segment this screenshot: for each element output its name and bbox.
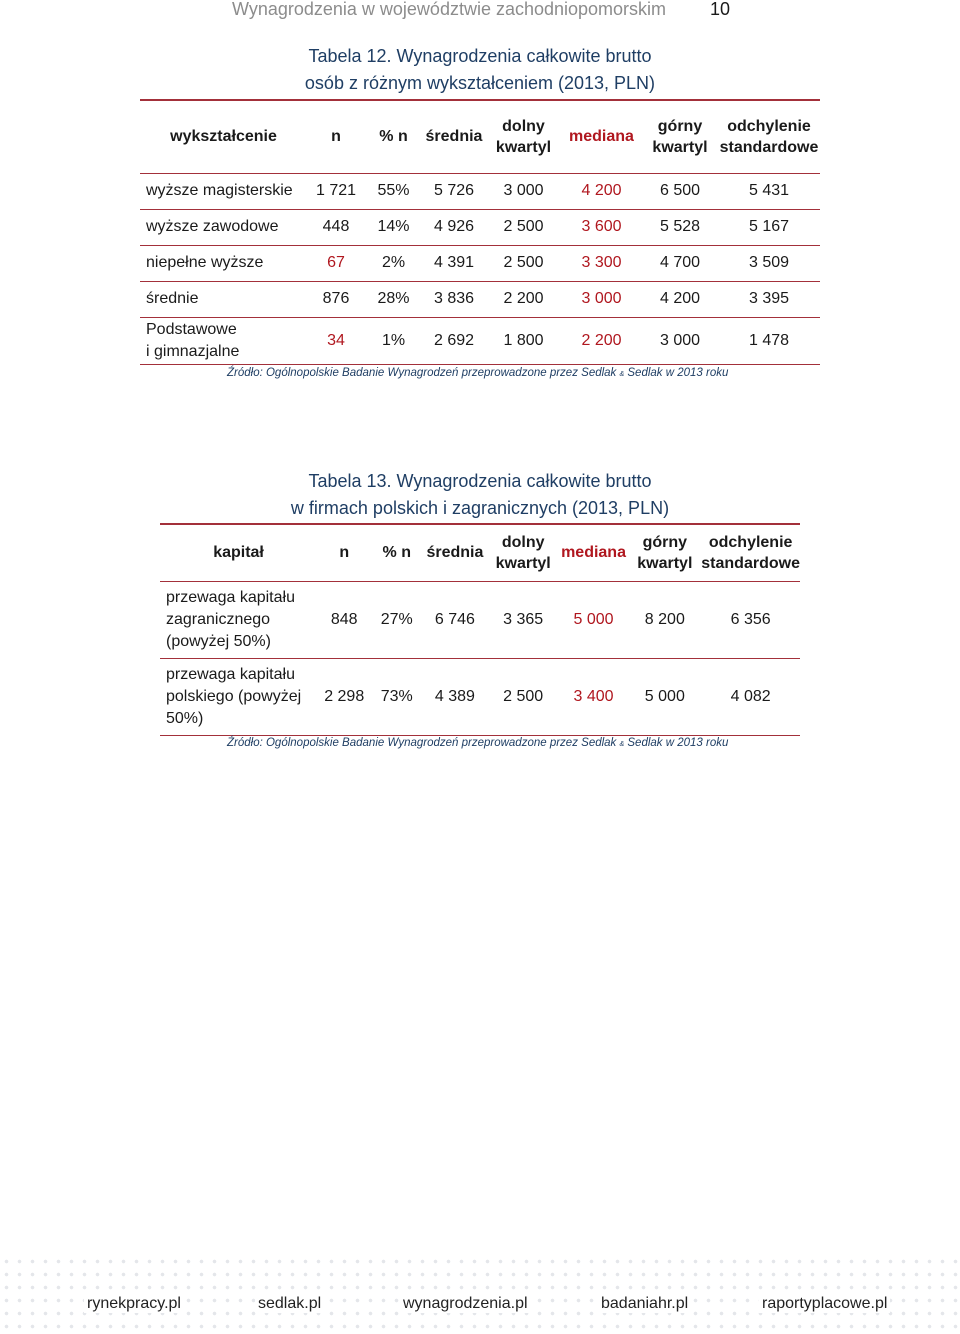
cell-sd: 3 509: [748, 254, 790, 271]
header-srednia: średnia: [426, 544, 484, 562]
cell-mean: 2 692: [433, 331, 475, 349]
cell-n: 848: [330, 610, 358, 628]
cell-median: 3 300: [581, 254, 622, 271]
footer-link-rynekpracy[interactable]: rynekpracy.pl: [84, 1295, 184, 1313]
cell-pct: 27%: [380, 610, 413, 628]
page-header: [0, 0, 960, 24]
cell-n: 1 721: [315, 182, 357, 199]
cell-pct: 55%: [377, 182, 410, 199]
table-row: [140, 245, 820, 281]
cell-sd: 5 431: [748, 182, 790, 199]
cell-q3: 8 200: [644, 610, 685, 628]
cell-mean: 3 836: [433, 290, 475, 307]
header-mediana: mediana: [569, 128, 634, 146]
table13-header-row: [160, 524, 800, 581]
table12-source-note: Źródło: Ogólnopolskie Badanie Wynagrodzeń przeprowadzone przez Sedlak & Sedlak w 2013 roku: [227, 367, 729, 379]
footer-link-badaniahr[interactable]: badaniahr.pl: [598, 1295, 691, 1313]
footer-link-sedlak[interactable]: sedlak.pl: [255, 1295, 324, 1313]
cell-sd: 4 082: [730, 687, 771, 705]
row-label: średnie: [146, 290, 199, 307]
row-label: przewaga kapitału zagranicznego (powyżej 50%): [166, 588, 295, 650]
cell-pct: 28%: [377, 290, 410, 307]
header-pct-n: % n: [382, 544, 411, 562]
cell-mean: 6 746: [434, 610, 475, 628]
cell-sd: 5 167: [748, 218, 790, 235]
cell-pct: 1%: [381, 331, 406, 349]
table-row: [140, 317, 820, 364]
cell-pct: 73%: [380, 687, 413, 705]
cell-q1: 2 500: [503, 254, 544, 271]
row-label: wyższe zawodowe: [146, 218, 279, 235]
cell-mean: 4 391: [433, 254, 475, 271]
header-pct-n: % n: [379, 128, 408, 146]
header-gorny-kwartyl: górny kwartyl: [652, 117, 708, 156]
cell-n: 876: [322, 290, 350, 307]
cell-mean: 4 389: [434, 687, 475, 705]
table-row: [140, 173, 820, 209]
cell-q3: 5 528: [659, 218, 701, 235]
cell-median: 4 200: [581, 182, 622, 199]
cell-median: 2 200: [581, 331, 622, 349]
header-srednia: średnia: [425, 128, 483, 146]
cell-n: 2 298: [324, 687, 365, 705]
footer-link-wynagrodzenia[interactable]: wynagrodzenia.pl: [400, 1295, 531, 1313]
cell-median: 5 000: [573, 610, 614, 628]
table12-caption: [140, 43, 820, 97]
table12-header-row: [140, 100, 820, 173]
footer-link-raportyplacowe[interactable]: raportyplacowe.pl: [759, 1295, 890, 1313]
cell-q1: 2 200: [503, 290, 544, 307]
cell-mean: 4 926: [433, 218, 475, 235]
page-number: 10: [710, 0, 731, 19]
header-dolny-kwartyl: dolny kwartyl: [495, 117, 552, 156]
table13-source-note: Źródło: Ogólnopolskie Badanie Wynagrodzeń przeprowadzone przez Sedlak & Sedlak w 2013 roku: [227, 737, 729, 749]
row-label: Podstawowe i gimnazjalne: [146, 320, 240, 360]
row-label: niepełne wyższe: [146, 254, 264, 271]
cell-n: 34: [327, 331, 345, 349]
header-odchylenie: odchylenie standardowe: [701, 533, 800, 572]
cell-sd: 6 356: [730, 610, 771, 628]
cell-q3: 4 200: [659, 290, 701, 307]
cell-pct: 2%: [381, 254, 406, 271]
header-n: n: [331, 128, 341, 146]
cell-q1: 2 500: [503, 218, 544, 235]
table-row: [160, 581, 800, 658]
row-label: wyższe magisterskie: [146, 182, 293, 199]
header-dolny-kwartyl: dolny kwartyl: [495, 533, 551, 572]
cell-q1: 1 800: [503, 331, 544, 349]
header-n: n: [339, 544, 350, 562]
cell-sd: 3 395: [748, 290, 790, 307]
cell-q1: 3 000: [503, 182, 544, 199]
cell-q3: 6 500: [659, 182, 701, 199]
table13-caption-line2: w firmach polskich i zagranicznych (2013, PLN): [290, 498, 670, 518]
table-row: [160, 658, 800, 735]
cell-sd: 1 478: [748, 331, 790, 349]
cell-q3: 3 000: [659, 331, 701, 349]
cell-q1: 3 365: [503, 610, 544, 628]
table13-caption-line1: Tabela 13. Wynagrodzenia całkowite brutto: [308, 471, 652, 491]
header-odchylenie: odchylenie standardowe: [719, 117, 819, 156]
table13: [160, 523, 800, 736]
table12-caption-line2: osób z różnym wykształceniem (2013, PLN): [304, 73, 656, 93]
header-wyksztalcenie: wykształcenie: [170, 128, 277, 146]
header-mediana: mediana: [561, 544, 626, 562]
table-row: [140, 209, 820, 245]
cell-q3: 5 000: [644, 687, 685, 705]
header-gorny-kwartyl: górny kwartyl: [637, 533, 693, 572]
row-label: przewaga kapitału polskiego (powyżej 50%): [166, 665, 302, 727]
cell-n: 448: [322, 218, 350, 235]
table13-caption: [160, 468, 800, 522]
header-title: Wynagrodzenia w województwie zachodniopomorskim: [232, 0, 667, 19]
header-kapital: kapitał: [213, 544, 264, 562]
cell-q3: 4 700: [659, 254, 701, 271]
table-row: [140, 281, 820, 317]
cell-median: 3 400: [573, 687, 614, 705]
table12-caption-line1: Tabela 12. Wynagrodzenia całkowite brutto: [308, 46, 652, 66]
cell-pct: 14%: [377, 218, 410, 235]
page-footer: [0, 1255, 960, 1334]
cell-median: 3 600: [581, 218, 622, 235]
cell-n: 67: [327, 254, 345, 271]
cell-q1: 2 500: [503, 687, 544, 705]
cell-mean: 5 726: [433, 182, 475, 199]
table12: [140, 99, 820, 365]
cell-median: 3 000: [581, 290, 622, 307]
